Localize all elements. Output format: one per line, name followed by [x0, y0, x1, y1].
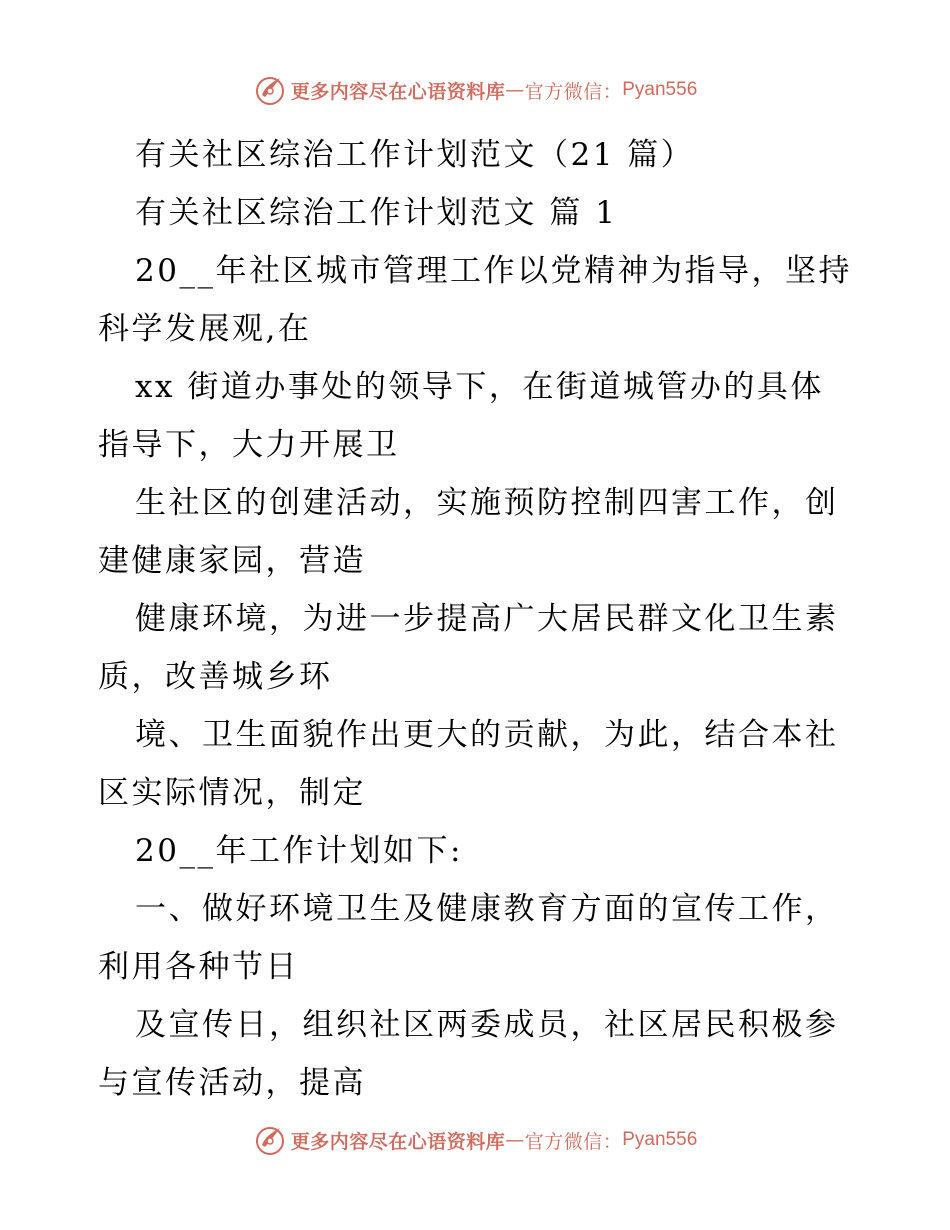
watermark-middle: 官方微信： [524, 1130, 623, 1153]
body-line: 20__年社区城市管理工作以党精神为指导，坚持 [135, 253, 852, 289]
document-body [98, 126, 858, 1112]
document-title: 有关社区综治工作计划范文（21 篇） [135, 137, 695, 173]
header-watermark [0, 70, 950, 110]
section-heading: 有关社区综治工作计划范文 篇 1 [135, 195, 618, 231]
watermark-prefix: 更多内容尽在心语资料库 [290, 1130, 506, 1153]
watermark-handle: Pyan556 [622, 79, 698, 100]
body-line: 与宣传活动，提高 [98, 1065, 366, 1101]
watermark-handle: Pyan556 [622, 1129, 698, 1150]
watermark-dash: — [505, 1129, 525, 1151]
watermark-middle: 官方微信： [524, 80, 623, 103]
body-line: 指导下，大力开展卫 [98, 427, 400, 463]
body-line: 利用各种节日 [98, 949, 299, 985]
body-line: 20__年工作计划如下: [135, 833, 463, 869]
body-line: 建健康家园，营造 [98, 543, 366, 579]
body-line: 及宣传日，组织社区两委成员，社区居民积极参 [135, 1007, 839, 1043]
body-line: 科学发展观,在 [98, 311, 312, 347]
body-line: 质，改善城乡环 [98, 659, 333, 695]
body-line: 一、做好环境卫生及健康教育方面的宣传工作， [135, 891, 839, 927]
body-line: xx 街道办事处的领导下，在街道城管办的具体 [135, 369, 824, 405]
body-line: 健康环境，为进一步提高广大居民群文化卫生素 [135, 601, 839, 637]
body-line: 生社区的创建活动，实施预防控制四害工作，创 [135, 485, 839, 521]
body-line: 区实际情况，制定 [98, 775, 366, 811]
watermark-dash: — [505, 79, 525, 101]
paragraph-lines [98, 242, 858, 1112]
quill-seal-logo-icon [253, 73, 287, 107]
watermark-prefix: 更多内容尽在心语资料库 [290, 80, 506, 103]
footer-watermark [0, 1120, 950, 1160]
body-line: 境、卫生面貌作出更大的贡献，为此，结合本社 [135, 717, 839, 753]
quill-seal-logo-icon [253, 1123, 287, 1157]
